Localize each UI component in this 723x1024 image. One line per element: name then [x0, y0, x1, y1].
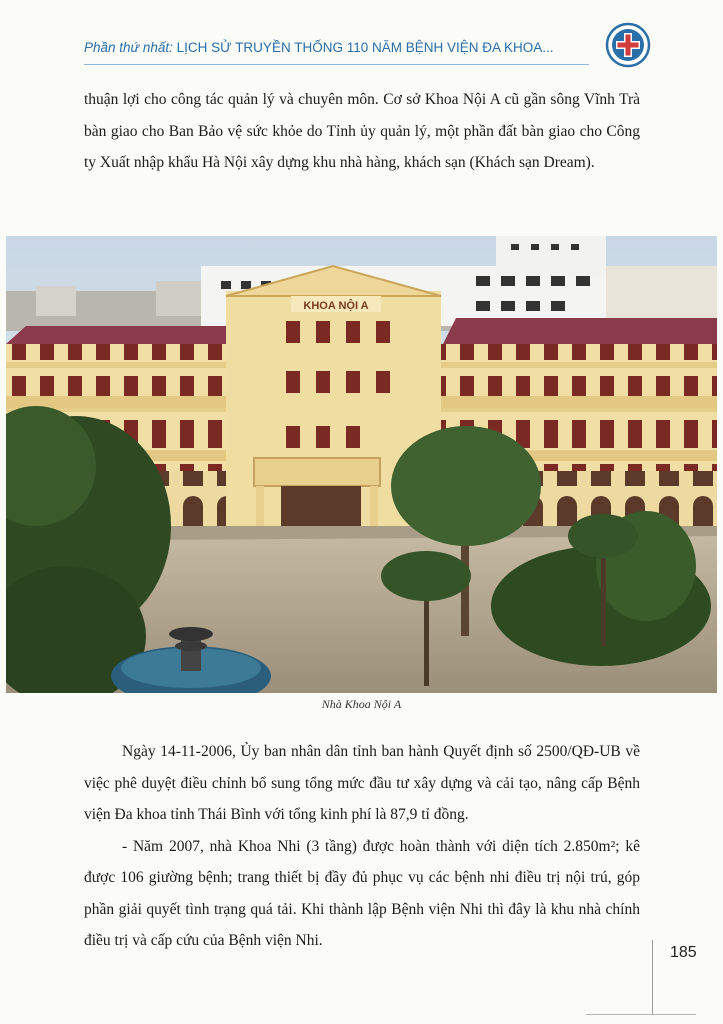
photo-caption: Nhà Khoa Nội A [321, 697, 402, 711]
building-photo [6, 236, 717, 693]
header-title: LỊCH SỬ TRUYỀN THỐNG 110 NĂM BỆNH VIỆN ĐA KHOA... [176, 40, 554, 55]
page-number: 185 [670, 944, 697, 961]
decision-paragraph: Ngày 14-11-2006, Ủy ban nhân dân tỉnh ban hành Quyết định số 2500/QĐ-UB về việc phê duyệt điều chỉnh bổ sung tổng mức đầu tư xây dựng và cải tạo, nâng cấp Bệnh viện Đa khoa tỉnh Thái Bình với tổng kinh phí là 87,9 tỉ đồng. [84, 743, 640, 823]
page-number-rule [652, 940, 653, 1014]
intro-paragraph: thuận lợi cho công tác quản lý và chuyên môn. Cơ sở Khoa Nội A cũ gần sông Vĩnh Trà bàn giao cho Ban Bảo vệ sức khỏe do Tỉnh ủy quản lý, một phần đất bàn giao cho Công ty Xuất nhập khẩu Hà Nội xây dựng khu nhà hàng, khách sạn (Khách sạn Dream). [84, 91, 640, 171]
header-part-label: Phần thứ nhất: [84, 40, 173, 55]
body-text [84, 736, 640, 957]
building-sign-text: KHOA NỘI A [303, 300, 369, 312]
hospital-cross-logo-icon [605, 22, 651, 68]
header-rule [84, 64, 589, 65]
pediatrics-paragraph: - Năm 2007, nhà Khoa Nhi (3 tầng) được hoàn thành với diện tích 2.850m²; kê được 106 giường bệnh; trang thiết bị đầy đủ phục vụ các bệnh nhi điều trị nội trú, góp phần giải quyết tình trạng quá tải. Khi thành lập Bệnh viện Nhi thì đây là khu nhà chính điều trị và cấp cứu của Bệnh viện Nhi. [84, 837, 640, 949]
bottom-rule [586, 1014, 696, 1015]
